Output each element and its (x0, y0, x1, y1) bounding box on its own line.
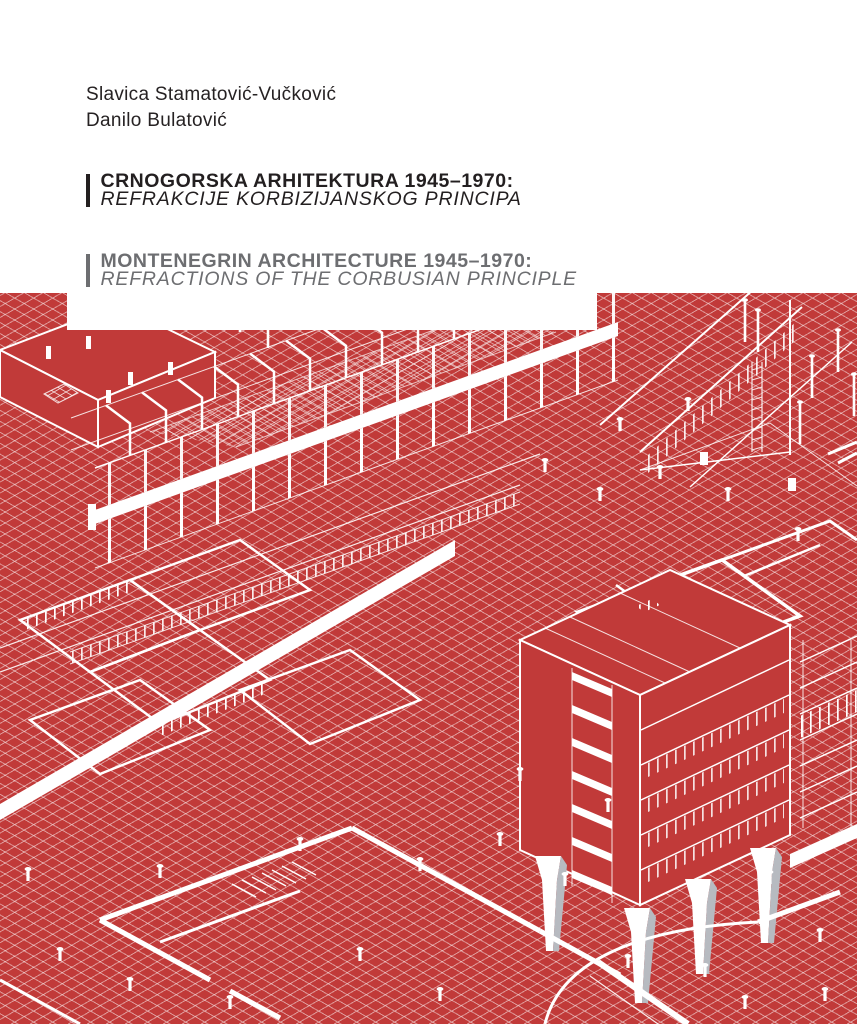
title-me-line2: REFRAKCIJE KORBIZIJANSKOG PRINCIPA (100, 187, 522, 210)
title-accent-bar-gray (86, 254, 90, 287)
author-1: Slavica Stamatović-Vučković (86, 84, 337, 105)
title-accent-bar-black (86, 174, 90, 207)
title-en-line1: MONTENEGRIN ARCHITECTURE 1945–1970: (100, 250, 533, 272)
author-2: Danilo Bulatović (86, 109, 228, 131)
title-english (86, 250, 577, 290)
title-en-line2: REFRACTIONS OF THE CORBUSIAN PRINCIPLE (100, 267, 577, 290)
author-names (86, 82, 336, 133)
title-montenegrin (86, 170, 522, 210)
title-me-line1: CRNOGORSKA ARHITEKTURA 1945–1970: (100, 170, 514, 192)
